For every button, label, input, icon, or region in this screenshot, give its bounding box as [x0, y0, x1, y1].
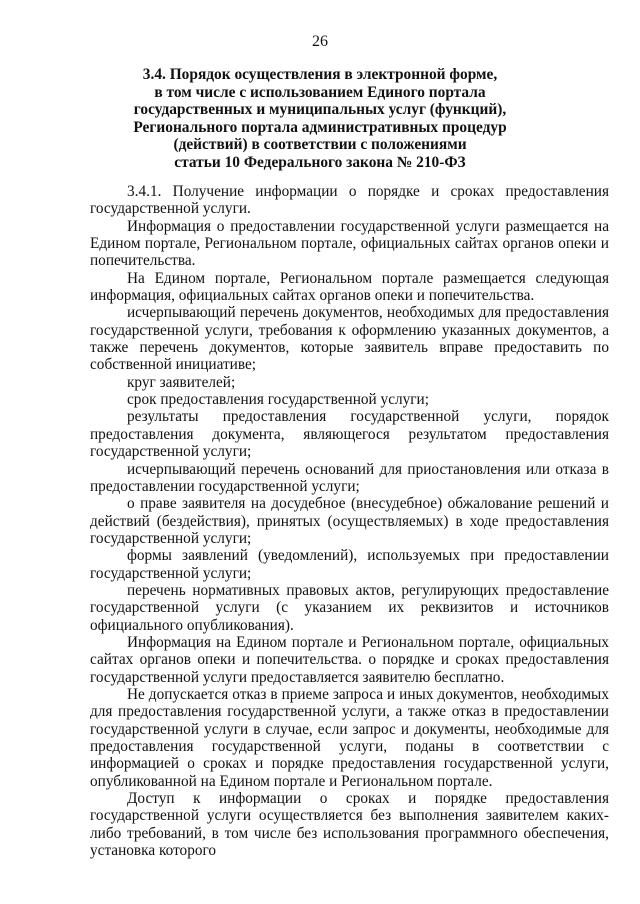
heading-line: государственных и муниципальных услуг (функций),: [133, 101, 507, 119]
paragraph-free-info: Информация на Едином портале и Региональном портале, официальных сайтах органов опеки и попечительства. о порядке и сроках предоставления государственной услуги предоставляется заявителю бесплатно.: [90, 633, 609, 686]
list-item-forms: формы заявлений (уведомлений), используемых при предоставлении государственной услуги;: [90, 547, 609, 582]
body-text: [90, 183, 609, 859]
list-item-applicants: круг заявителей;: [127, 373, 236, 391]
heading-line: (действий) в соответствии с положениями: [173, 136, 467, 154]
list-item-results: результаты предоставления государственной услуги, порядок предоставления документа, являющегося результатом предоставления государственной услуги;: [90, 408, 609, 461]
heading-line: 3.4. Порядок осуществления в электронной форме,: [142, 66, 498, 83]
paragraph-portal-info: На Едином портале, Региональном портале размещается следующая информация, официальных сайтах органов опеки и попечительства.: [90, 269, 609, 305]
section-heading: [110, 66, 530, 172]
list-item-normative-acts: перечень нормативных правовых актов, регулирующих предоставление государственной услуги (с указанием их реквизитов и источников официального опубликования).: [90, 581, 609, 634]
paragraph-no-refusal: Не допускается отказ в приеме запроса и иных документов, необходимых для предоставления государственной услуги, а также отказ в предоставлении государственной услуги в случае, если запрос и документы, необходимые для предоставления государственной услуги, поданы в соответствии с информацией о сроках и порядке предоставления государственной услуги, опубликованной на Едином портале и Региональном портале.: [90, 685, 609, 790]
heading-line: в том числе с использованием Единого портала: [154, 83, 486, 101]
heading-line: статьи 10 Федерального закона № 210-ФЗ: [174, 153, 466, 171]
list-item-term: срок предоставления государственной услуги;: [127, 391, 429, 409]
page-number: 26: [312, 33, 328, 50]
paragraph-info-placement: Информация о предоставлении государственной услуги размещается на Едином портале, Региональном портале, официальных сайтах органов опеки и попечительства.: [90, 217, 609, 270]
list-item-appeal: о праве заявителя на досудебное (внесудебное) обжалование решений и действий (бездействия), принятых (осуществляемых) в ходе предоставления государственной услуги;: [90, 495, 609, 547]
paragraph-access: Доступ к информации о сроках и порядке предоставления государственной услуги осуществляется без выполнения заявителем каких-либо требований, в том числе без использования программного обеспечения, установка которого: [90, 790, 609, 860]
list-item-grounds: исчерпывающий перечень оснований для приостановления или отказа в предоставлении государственной услуги;: [90, 460, 609, 495]
paragraph-3-4-1: 3.4.1. Получение информации о порядке и сроках предоставления государственной услуги.: [90, 183, 609, 218]
list-item-documents: исчерпывающий перечень документов, необходимых для предоставления государственной услуги, требования к оформлению указанных документов, а также перечень документов, которые заявитель вправе предоставить по собственной инициативе;: [90, 304, 609, 374]
heading-line: Регионального портала административных процедур: [133, 118, 507, 136]
